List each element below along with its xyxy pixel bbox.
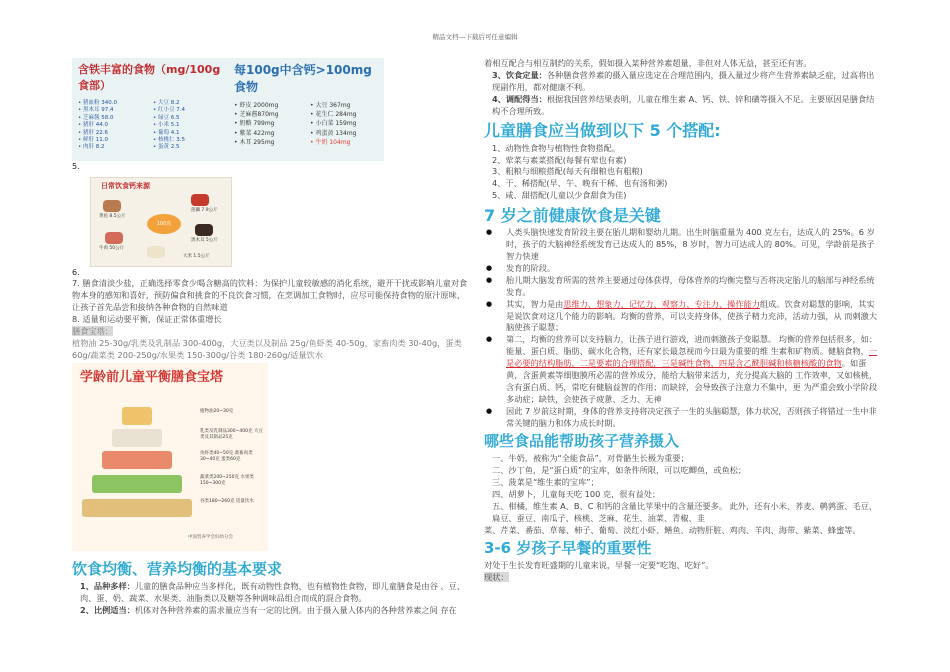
food-pyramid-figure xyxy=(72,363,268,551)
point-1: 1、品种多样：儿童的膳食品种应当多样化，既有动物性食物，也有植物性食物，即儿童膳食是由谷 、豆、肉、蛋、奶、蔬菜、水果类、油脂类以及糖等各种调味品组合而成的混合食物。 xyxy=(80,581,465,604)
food-label: 牛肉 50公斤 xyxy=(99,245,125,251)
section-heading-seven: 7 岁之前健康饮食是关键 xyxy=(484,206,661,226)
food-image xyxy=(147,246,165,258)
pyramid-tier-meat xyxy=(102,451,172,469)
bullet-fetal: ● 胎儿期大脑发育所需的营养主要通过母体获得，母体营养的均衡完整与否将决定胎儿的脑部与神经系统发育。 xyxy=(484,275,882,299)
point-3: 3、饮食定量：各种膳食营养素的摄入量应选定在合理范围内，摄入量过少将产生营养素缺乏症，过高将出现副作用，都对健康不利。 xyxy=(492,69,875,92)
paragraph-7: 7. 膳食清淡少盐，正确选择零食少喝含糖高的饮料：为保护儿童较敏感的消化系统，避开干扰或影响儿童对食物本身的感知和喜好，预防偏食和挑食的不良饮食习惯，在烹调加工食物时，应尽可能保持食物的原汁原味，让孩子首先品尝和接纳各种食物的自然味道 xyxy=(72,278,468,312)
list-item: • 蛋黄 2.5 xyxy=(153,144,180,151)
bullet-development-stage: ● 发育的阶段。 xyxy=(484,263,882,275)
list-item: • 大豆 367mg xyxy=(310,101,351,109)
calcium-foods-list xyxy=(234,101,378,147)
calcium-sources-figure xyxy=(90,177,232,267)
list-item: 2、荤菜与素菜搭配(每餐有荤也有素) xyxy=(492,154,627,165)
status-tag: 现状： xyxy=(484,572,509,583)
list-item: • 黑木耳 97.4 xyxy=(78,107,114,114)
section-heading-foods: 哪些食品能帮助孩子营养摄入 xyxy=(484,432,680,451)
link-text[interactable]: 一是必要的结构脂肪， xyxy=(506,346,878,369)
point-2: 2、比例适当：机体对各种营养素的需求量应当有一定的比例。由于摄入量人体内的各种营养素之间 存在 xyxy=(80,604,457,615)
figure-row-5 xyxy=(72,58,470,161)
list-item: • 虾皮 2000mg xyxy=(234,101,279,109)
link-text[interactable]: 四是含乙酰胆碱 xyxy=(718,358,777,369)
list-item: 5、咸、甜搭配(儿童以少食甜食为佳) xyxy=(492,190,627,201)
food-item: 三、菠菜是“维生素的宝库”； xyxy=(492,476,599,487)
right-column xyxy=(484,58,882,584)
breakfast-text: 对处于生长发育旺盛期的儿童来说，早餐一定要“吃饱、吃好”。 xyxy=(484,560,714,571)
list-item: • 小白菜 159mg xyxy=(310,120,357,128)
bullet-brain-growth: ● 人类头脑快速发育阶段主要在胎儿期和婴幼儿期。出生时脑重量为 400 克左右，达成人的 25%。6 岁时，孩子的大脑神经系统发育已达成人的 85%，8 岁时，智力可达成人的 80%。可见，学龄前是孩子智力快速 xyxy=(484,227,882,263)
list-item: • 红小豆 7.4 xyxy=(153,107,185,114)
calcium-foods-title: 每100g中含钙>100mg食物 xyxy=(234,63,372,95)
list-item: 3、粗粮与细粮搭配(每天有细粮也有粗粮) xyxy=(492,166,643,177)
food-item: 五、柑橘，维生素 A、B、C 和钙的含量比苹果中的含量还要多。 此外，还有小米、荞麦、鹌鹑蛋、毛豆、扁豆、蚕豆、南瓜子、核桃、芝麻、花生、油菜、青椒、韭 xyxy=(492,500,877,523)
list-item: • 鸡蛋黄 134mg xyxy=(310,129,357,137)
link-text[interactable]: 操作能力 xyxy=(727,298,760,309)
list-item: • 猪肝 22.6 xyxy=(78,129,108,136)
iron-foods-panel xyxy=(72,58,228,161)
section-heading-balance: 饮食均衡、营养均衡的基本要求 xyxy=(72,560,283,579)
paragraph-8: 8. 适量和运动要平衡，保证正常体重增长 xyxy=(72,313,222,324)
pyramid-layer-label: 谷类180~260克 适量饮水 xyxy=(200,499,254,505)
list-item: • 奶酪 799mg xyxy=(234,120,275,128)
link-text[interactable]: 记忆力、 xyxy=(628,298,662,309)
iron-foods-list xyxy=(78,100,222,152)
pyramid-layer-label: 植物油20~30克 xyxy=(200,409,234,415)
calcium-sources-title: 日常饮食钙来源 xyxy=(101,181,150,190)
list-item: • 绿豆 6.5 xyxy=(153,114,180,121)
pyramid-tier-oil xyxy=(122,407,152,425)
list-item: • 牛奶 104mg xyxy=(310,138,351,146)
list-item: • 核桃仁 3.5 xyxy=(153,136,185,143)
pyramid-footer: 中国营养学会妇幼分会 xyxy=(188,534,233,540)
header-note: 精品文档---下载后可任意编辑 xyxy=(432,33,518,41)
left-column xyxy=(72,58,470,617)
section-heading-breakfast: 3-6 岁孩子早餐的重要性 xyxy=(484,539,652,558)
pyramid-layer-label: 鱼虾类40~50克 禽畜肉类30~40克 蛋类60克 xyxy=(200,451,253,463)
list-item: • 猪血粉 340.0 xyxy=(78,99,117,106)
link-text[interactable]: 观察力、 xyxy=(661,298,695,309)
pyramid-text: 植物油 25-30g/乳类及乳制品 300-400g，大豆类以及制品 25g/鱼虾类 40-50g，家畜肉类 30-40g，蛋类 60g/蔬菜类 200-250g/水果类 150-300g/谷类 180-260g/适量饮水 xyxy=(72,337,462,360)
food-item: 二、沙丁鱼，是“蛋白质”的宝库，如条件所限，可以吃鲫鱼，或鱼松； xyxy=(492,465,747,476)
link-text[interactable]: 和核糖核酸的食物 xyxy=(776,358,842,369)
pyramid-tier-dairy xyxy=(112,429,162,447)
list-item: • 葡萄 4.1 xyxy=(153,129,180,136)
list-item: 1、动物性食物与植物性食物搭配。 xyxy=(492,142,621,153)
list-item: • 大豆 8.2 xyxy=(153,99,180,106)
list-item: • 木耳 295mg xyxy=(234,138,275,146)
food-item: 菜、芹菜、番茄、草莓、柿子、葡萄、淡红小虾、鳝鱼、动物肝脏、鸡肉、羊肉、海带、紫菜、蜂蜜等。 xyxy=(484,524,861,535)
food-label: 黑木耳 5公斤 xyxy=(191,237,218,243)
pyramid-tier-grain xyxy=(82,499,192,517)
link-text[interactable]: 二是要素的合理搭配， xyxy=(579,358,662,369)
list-item: • 芝麻酱870mg xyxy=(234,111,279,119)
link-text[interactable]: 想象力、 xyxy=(596,298,629,309)
five-pairs-list xyxy=(484,143,882,202)
list-item: • 花生仁 284mg xyxy=(310,111,357,119)
figure-number-6: 6. xyxy=(72,267,80,277)
list-item: • 肉肝 8.2 xyxy=(78,144,105,151)
food-item: 一、牛奶，被称为“全能食品”，对骨骼生长极为重要； xyxy=(492,453,689,464)
food-image xyxy=(105,232,123,244)
pyramid-layer-label: 蔬菜类200~250克 水果类150~300克 xyxy=(200,475,254,487)
list-item: • 鲜肝 11.0 xyxy=(78,136,108,143)
pyramid-title: 学龄前儿童平衡膳食宝塔 xyxy=(80,370,224,386)
food-label: 黄鱼 8.5公斤 xyxy=(99,213,126,219)
iron-calcium-food-figure xyxy=(72,58,384,161)
link-text[interactable]: 专注力、 xyxy=(694,298,728,309)
food-label: 大米 1.5公斤 xyxy=(183,253,210,259)
continued-text: 着相互配合与相互制约的关系，假如摄入某种营养素超量，非但对人体无益，甚至还有害。 xyxy=(484,58,812,68)
list-item: • 紫菜 422mg xyxy=(234,129,275,137)
point-4: 4、调配得当：根据我国营养结果表明，儿童在维生素 A、钙、铁、锌和磺等摄入不足。主要原因是膳食结构不合理所致。 xyxy=(492,93,875,116)
bullet-intelligence: ● 其实，智力是由思维力、想象力、记忆力、观察力、专注力、操作能力组成。饮食对聪慧的影响，其实是说饮食对这几个能力的影响。均衡的营养，可以支持身体，使孩子精力充沛，活动力强，从 而刺激大脑使孩子聪慧； xyxy=(484,299,882,335)
calcium-foods-panel xyxy=(228,58,384,161)
food-image xyxy=(191,194,209,206)
list-item: • 芝麻酱 58.0 xyxy=(78,114,114,121)
bullet-conclusion: ● 因此 7 岁前这时期，身体的营养支持将决定孩子一生的头脑聪慧，体力状况，否则孩子将错过一生中非常关键的脑力和体力成长时期。 xyxy=(484,406,882,430)
pyramid-tier-veg xyxy=(92,475,182,493)
list-item: 4、干、稀搭配(早、午、晚有干稀、也有汤和粥) xyxy=(492,178,668,189)
link-text[interactable]: 思维力、 xyxy=(563,298,597,309)
pyramid-tag: 膳食宝塔： xyxy=(72,325,113,336)
list-item: • 猪肝 44.0 xyxy=(78,122,108,129)
iron-foods-title: 含铁丰富的食物（mg/100g食部） xyxy=(78,63,221,92)
center-badge: 100克 xyxy=(147,214,181,234)
figure-number-5: 5. xyxy=(72,162,80,171)
bullet-second: ● 第二，均衡的营养可以支持脑力，让孩子进行游戏，进而刺激孩子变聪慧。 均衡的营养包括很多，如：能量、蛋白质、脂肪、碳水化合物，还有家长最忽视而今日最为重要的维 生素和矿物质。健脑食物，一是必要的结构脂肪，二是要素的合理搭配，三是碱性食物，四是含乙酰胆碱和核糖核酸的食物。如蛋黄，含蛋黄素等细胞膜所必需的营养成分，能给大脑带来活力，充分提高大脑的 工作效率，又如核桃，含有蛋白质、钙，常吃有健脑益智的作用；而缺锌，会导致孩子注意力不集中，更 为严重会致小学阶段多动症；缺铁，会使孩子疲惫、乏力、无神 xyxy=(484,334,882,405)
food-label: 莲藕 7.9公斤 xyxy=(191,207,218,213)
section-heading-five: 儿童膳食应当做到以下 5 个搭配: xyxy=(484,121,721,141)
link-text[interactable]: 三是碱性食物， xyxy=(661,358,719,369)
food-item: 四、胡萝卜，儿童每天吃 100 克，很有益处； xyxy=(492,488,661,499)
food-image xyxy=(195,224,213,236)
pyramid-layer-label: 乳类及乳制品300~400克 大豆类及其制品25克 xyxy=(200,429,263,441)
food-image xyxy=(103,200,121,212)
list-item: • 小米 5.1 xyxy=(153,122,180,129)
